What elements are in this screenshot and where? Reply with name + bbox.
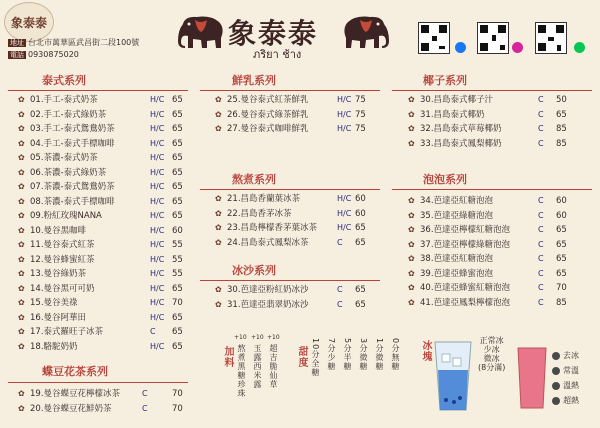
sweetness-level: 3分微糖: [359, 338, 368, 372]
menu-item-size: H/C: [150, 254, 165, 264]
flower-bullet-icon: ✿: [18, 254, 25, 264]
menu-item-size: C: [150, 327, 156, 336]
menu-item-name: 13.曼谷綠奶茶: [30, 269, 87, 279]
sweetness-level: 10分全糖: [311, 338, 320, 378]
menu-item-name: 15.曼谷美祿: [30, 298, 78, 308]
legend-warm: 溫熱: [552, 380, 579, 391]
flower-bullet-icon: ✿: [215, 109, 222, 119]
menu-item-name: 09.粉紅玫瑰NANA: [30, 211, 102, 221]
brand-title: 象泰泰: [228, 17, 319, 50]
divider: [392, 90, 592, 91]
ice-levels: [478, 336, 505, 372]
menu-item-size: C: [538, 254, 544, 263]
address: 台北市萬華區武昌街二段100號: [28, 38, 140, 47]
menu-item-size: H/C: [150, 138, 165, 148]
menu-item: [408, 267, 590, 282]
menu-item-name: 35.芭達亞綠糖泡泡: [420, 210, 494, 221]
flower-bullet-icon: ✿: [408, 225, 415, 234]
flower-bullet-icon: ✿: [18, 124, 25, 133]
menu-item-name: 38.芭達亞紅糖泡泡: [420, 254, 494, 264]
menu-item-name: 22.昌島香茅冰茶: [227, 208, 292, 219]
menu-item-name: 27.曼谷泰式咖啡鮮乳: [227, 124, 309, 134]
menu-item: [408, 281, 590, 296]
menu-item: [18, 238, 190, 253]
menu-item-price: 85: [556, 297, 567, 308]
menu-item-price: 75: [355, 124, 366, 134]
menu-item: [408, 296, 590, 311]
flower-bullet-icon: ✿: [18, 327, 25, 336]
ice-level-note: (8分滿): [478, 363, 506, 372]
menu-item-name: 14.曼谷黑可可奶: [30, 283, 95, 294]
menu-item-name: 03.手工-泰式鴛鴦奶茶: [30, 124, 115, 134]
menu-item-price: 65: [172, 95, 183, 105]
section-title-bubble: 泡泡系列: [423, 173, 467, 186]
menu-item-price: 65: [172, 167, 183, 178]
menu-item-size: H/C: [150, 109, 165, 119]
phone-tag: 電話: [10, 51, 24, 59]
menu-item-price: 65: [172, 138, 183, 149]
menu-item-name: 30.芭達亞粉紅奶冰沙: [227, 285, 309, 295]
menu-item-name: 41.芭達亞鳳梨檸檬泡泡: [420, 297, 511, 308]
menu-item-name: 39.芭達亞蜂蜜泡泡: [420, 268, 494, 279]
menu-item: [18, 209, 190, 224]
flower-bullet-icon: ✿: [18, 269, 25, 278]
menu-item-name: 31.昌島泰式椰奶: [420, 109, 485, 120]
menu-item-size: H/C: [337, 223, 352, 232]
menu-item-size: C: [337, 299, 343, 309]
dot-icon: [552, 382, 560, 390]
menu-item-size: H/C: [150, 182, 165, 191]
section-title-smoothie: 冰沙系列: [232, 264, 276, 277]
menu-item-price: 50: [556, 95, 567, 105]
menu-item-name: 26.曼谷泰式綠茶鮮乳: [227, 109, 309, 120]
menu-item: [215, 108, 377, 123]
flower-bullet-icon: ✿: [408, 138, 415, 148]
menu-item-price: 65: [172, 211, 183, 221]
menu-item-size: H/C: [150, 283, 165, 293]
section-title-coconut: 椰子系列: [423, 74, 467, 87]
menu-item: [18, 122, 190, 137]
menu-item: [18, 311, 190, 326]
menu-item-price: 60: [355, 194, 366, 204]
flower-bullet-icon: ✿: [215, 124, 222, 133]
menu-item-name: 25.曼谷泰式紅茶鮮乳: [227, 95, 309, 105]
menu-item-size: H/C: [150, 298, 165, 307]
menu-item: [18, 151, 190, 166]
menu-item-price: 65: [355, 223, 366, 233]
bubble-list: [408, 194, 590, 310]
menu-item-price: 65: [355, 285, 366, 295]
toppings-title: 加料: [222, 346, 233, 368]
menu-item-size: C: [337, 237, 343, 247]
menu-item-price: 65: [556, 254, 567, 264]
menu-item-size: H/C: [337, 95, 352, 104]
divider: [8, 382, 188, 383]
flower-bullet-icon: ✿: [18, 298, 25, 307]
divider: [200, 280, 380, 281]
menu-item-size: C: [538, 268, 544, 278]
menu-item-size: C: [538, 283, 544, 292]
menu-item-size: C: [538, 124, 544, 133]
menu-item-size: C: [538, 138, 544, 148]
menu-item-size: H/C: [150, 211, 165, 220]
menu-item-name: 20.曼谷蝶豆花鮮奶茶: [30, 403, 112, 414]
menu-item-name: 05.茶濃-泰式奶茶: [30, 153, 98, 163]
address-tag: 地址: [10, 39, 24, 47]
flower-bullet-icon: ✿: [18, 225, 25, 235]
menu-item-size: H/C: [337, 109, 352, 119]
sweetness-level: 1分微糖: [375, 338, 384, 372]
flower-bullet-icon: ✿: [18, 138, 25, 148]
menu-item-name: 21.昌島香蘭葉冰茶: [227, 194, 301, 204]
menu-item: [215, 122, 377, 137]
flower-bullet-icon: ✿: [408, 239, 415, 249]
menu-item: [408, 209, 590, 224]
menu-item-name: 32.昌島泰式草莓椰奶: [420, 124, 502, 134]
divider: [200, 90, 380, 91]
menu-item-size: C: [538, 109, 544, 119]
flower-bullet-icon: ✿: [18, 240, 25, 249]
divider: [200, 189, 380, 190]
menu-item: [18, 267, 190, 282]
menu-item-price: 65: [172, 153, 183, 163]
menu-item-name: 17.泰式羅旺子冰茶: [30, 327, 104, 337]
menu-item-name: 19.曼谷蝶豆花檸檬冰茶: [30, 389, 121, 399]
menu-item-name: 23.昌島檸檬香茅葉冰茶: [227, 223, 318, 233]
menu-item-size: H/C: [150, 95, 165, 104]
menu-item-name: 01.手工-泰式奶茶: [30, 95, 98, 105]
menu-item: [215, 192, 377, 207]
thai-list: [18, 93, 190, 354]
menu-item-name: 11.曼谷泰式紅茶: [30, 240, 95, 250]
ice-title: 冰塊: [420, 340, 431, 362]
menu-item-size: H/C: [150, 153, 165, 162]
section-title-thai: 泰式系列: [42, 74, 86, 87]
menu-item-price: 55: [172, 269, 183, 279]
menu-item-name: 06.茶濃-泰式綠奶茶: [30, 167, 107, 178]
butterfly-list: [18, 387, 190, 416]
menu-item: [408, 137, 590, 152]
menu-item: [215, 221, 377, 236]
topping-price-3: +10: [267, 334, 280, 341]
menu-item-price: 65: [556, 225, 567, 235]
coconut-list: [408, 93, 590, 151]
legend-room-temp: 常溫: [552, 365, 579, 376]
menu-item-price: 65: [556, 268, 567, 279]
menu-item-size: H/C: [150, 341, 165, 351]
flower-bullet-icon: ✿: [408, 210, 415, 220]
menu-item-name: 08.茶濃-泰式手標咖啡: [30, 196, 115, 207]
elephant-right-icon: [338, 12, 392, 52]
menu-item-name: 07.茶濃-泰式鴛鴦奶茶: [30, 182, 115, 192]
menu-item-price: 65: [556, 239, 567, 250]
menu-item-price: 65: [355, 299, 366, 310]
menu-item-price: 85: [556, 124, 567, 134]
divider: [392, 189, 592, 190]
menu-item: [215, 283, 377, 298]
menu-item-size: H/C: [150, 196, 165, 206]
menu-item: [18, 108, 190, 123]
menu-item-price: 65: [556, 109, 567, 120]
qr-code-3[interactable]: [535, 22, 567, 54]
menu-item-price: 55: [172, 240, 183, 250]
flower-bullet-icon: ✿: [215, 285, 222, 294]
flower-bullet-icon: ✿: [408, 109, 415, 119]
menu-item-name: 40.芭達亞蜂蜜紅糖泡泡: [420, 283, 511, 293]
smoothie-list: [215, 283, 377, 312]
menu-item-price: 75: [355, 95, 366, 105]
menu-item-size: C: [337, 285, 343, 294]
flower-bullet-icon: ✿: [18, 389, 25, 398]
flower-bullet-icon: ✿: [215, 237, 222, 247]
menu-item-size: C: [538, 196, 544, 205]
menu-item-size: C: [142, 403, 148, 413]
menu-item-size: C: [538, 239, 544, 249]
menu-item-price: 75: [355, 109, 366, 120]
menu-item: [18, 195, 190, 210]
topping-price-1: +10: [234, 334, 247, 341]
dot-icon: [552, 397, 560, 405]
menu-item-name: 31.芭達亞翡翠奶冰沙: [227, 299, 309, 310]
menu-item-price: 70: [172, 298, 183, 308]
sweetness-level: 0分無糖: [391, 338, 400, 372]
hot-drink-cup-icon: [516, 346, 548, 410]
temperature-legend: [552, 350, 579, 406]
menu-item-size: C: [538, 210, 544, 220]
menu-item-size: H/C: [150, 240, 165, 249]
legend-hot: 超熱: [552, 395, 579, 406]
menu-item: [18, 282, 190, 297]
menu-item-name: 16.曼谷阿華田: [30, 312, 87, 323]
sweetness-title: 甜度: [296, 346, 307, 368]
menu-item-name: 34.芭達亞紅糖泡泡: [420, 196, 494, 206]
menu-item: [18, 325, 190, 340]
menu-item-size: H/C: [150, 167, 165, 177]
menu-item: [215, 298, 377, 313]
iced-drink-cup-icon: [432, 340, 474, 412]
dot-icon: [552, 367, 560, 375]
menu-item: [215, 207, 377, 222]
dot-icon: [552, 352, 560, 360]
flower-bullet-icon: ✿: [18, 211, 25, 220]
menu-item-price: 70: [556, 283, 567, 293]
ice-level-normal: 正常冰: [479, 336, 504, 345]
menu-item-price: 70: [172, 403, 183, 414]
menu-item-price: 65: [172, 124, 183, 134]
flower-bullet-icon: ✿: [18, 341, 25, 351]
flower-bullet-icon: ✿: [18, 95, 25, 104]
flower-bullet-icon: ✿: [408, 95, 415, 104]
menu-item-name: 37.芭達亞檸檬綠糖泡泡: [420, 239, 511, 250]
boiled-tea-list: [215, 192, 377, 250]
menu-item: [215, 236, 377, 251]
brand-thai: ภริยา ช้าง: [253, 48, 302, 61]
flower-bullet-icon: ✿: [18, 283, 25, 293]
menu-item: [18, 387, 190, 402]
menu-item-size: H/C: [337, 124, 352, 133]
flower-bullet-icon: ✿: [408, 297, 415, 307]
menu-item: [408, 223, 590, 238]
menu-item-name: 10.曼谷黑咖啡: [30, 225, 87, 236]
menu-item-size: C: [538, 95, 544, 104]
sweetness-level: 7分少糖: [327, 338, 336, 372]
flower-bullet-icon: ✿: [215, 208, 222, 218]
menu-item: [215, 93, 377, 108]
menu-item-name: 30.昌島泰式椰子汁: [420, 95, 494, 105]
qr-code-2[interactable]: [477, 22, 509, 54]
qr-code-1[interactable]: [418, 22, 450, 54]
ice-level-light: 微冰: [483, 354, 500, 363]
menu-item-price: 60: [355, 208, 366, 219]
phone: 0930875020: [28, 50, 79, 59]
menu-item-price: 65: [172, 341, 183, 352]
sweetness-level: 5分半糖: [343, 338, 352, 372]
menu-item: [18, 296, 190, 311]
menu-item-size: C: [142, 389, 148, 398]
menu-item-price: 65: [172, 312, 183, 323]
brand-badge: 象泰泰: [4, 2, 54, 42]
flower-bullet-icon: ✿: [215, 95, 222, 104]
menu-item-price: 65: [172, 182, 183, 192]
menu-item: [408, 122, 590, 137]
flower-bullet-icon: ✿: [18, 109, 25, 119]
section-title-boiled: 熬煮系列: [232, 173, 276, 186]
flower-bullet-icon: ✿: [408, 124, 415, 133]
menu-item: [408, 108, 590, 123]
flower-bullet-icon: ✿: [408, 283, 415, 292]
topping-item-2: 玉露西米露: [253, 344, 262, 389]
menu-item-price: 65: [172, 283, 183, 294]
menu-item-size: H/C: [337, 194, 352, 203]
menu-item-name: 33.昌島泰式鳳梨椰奶: [420, 138, 502, 149]
menu-item-price: 60: [172, 225, 183, 236]
flower-bullet-icon: ✿: [18, 153, 25, 162]
topping-item-1: 熬煮黑糖珍珠: [237, 344, 246, 398]
flower-bullet-icon: ✿: [18, 182, 25, 191]
menu-item-price: 60: [556, 196, 567, 206]
menu-item: [18, 224, 190, 239]
flower-bullet-icon: ✿: [18, 312, 25, 322]
menu-item: [18, 340, 190, 355]
menu-item-size: H/C: [150, 225, 165, 235]
menu-item: [408, 194, 590, 209]
instagram-icon[interactable]: [512, 42, 523, 53]
facebook-icon[interactable]: [455, 42, 466, 53]
menu-item-price: 65: [172, 327, 183, 337]
menu-item-size: H/C: [150, 269, 165, 278]
menu-item: [408, 93, 590, 108]
menu-item-size: C: [538, 297, 544, 307]
flower-bullet-icon: ✿: [18, 167, 25, 177]
menu-item-size: H/C: [150, 124, 165, 133]
ice-level-less: 少冰: [483, 345, 500, 354]
menu-item: [18, 137, 190, 152]
line-icon[interactable]: [574, 42, 585, 53]
menu-item-price: 55: [172, 254, 183, 265]
elephant-left-icon: [175, 12, 229, 52]
menu-item-name: 12.曼谷蜂蜜紅茶: [30, 254, 95, 265]
flower-bullet-icon: ✿: [215, 194, 222, 203]
menu-item-price: 65: [172, 109, 183, 120]
menu-item-price: 70: [172, 389, 183, 399]
menu-item-name: 18.駱駝奶奶: [30, 341, 78, 352]
menu-item: [408, 252, 590, 267]
flower-bullet-icon: ✿: [215, 299, 222, 309]
menu-item: [18, 402, 190, 417]
menu-item-name: 02.手工-泰式綠奶茶: [30, 109, 107, 120]
menu-item-size: C: [538, 225, 544, 234]
flower-bullet-icon: ✿: [215, 223, 222, 232]
menu-item: [18, 166, 190, 181]
flower-bullet-icon: ✿: [408, 254, 415, 263]
menu-item-name: 04.手工-泰式手標咖啡: [30, 138, 115, 149]
menu-item-name: 24.昌島泰式鳳梨冰茶: [227, 237, 309, 248]
menu-item-name: 36.芭達亞檸檬紅糖泡泡: [420, 225, 511, 235]
flower-bullet-icon: ✿: [18, 403, 25, 413]
menu-item-price: 60: [556, 210, 567, 221]
flower-bullet-icon: ✿: [408, 268, 415, 278]
menu-item-price: 85: [556, 138, 567, 149]
menu-item: [18, 253, 190, 268]
flower-bullet-icon: ✿: [18, 196, 25, 206]
flower-bullet-icon: ✿: [408, 196, 415, 205]
divider: [8, 90, 188, 91]
section-title-fresh-milk: 鮮乳系列: [232, 74, 276, 87]
menu-item-size: H/C: [150, 312, 165, 322]
menu-item: [408, 238, 590, 253]
legend-no-ice: 去冰: [552, 350, 579, 361]
menu-item: [18, 93, 190, 108]
section-title-butterfly: 蝶豆花茶系列: [42, 365, 108, 378]
menu-item-size: H/C: [337, 208, 352, 218]
store-info: [8, 37, 139, 61]
menu-item-price: 65: [355, 237, 366, 248]
fresh-milk-list: [215, 93, 377, 137]
topping-item-3: 超吉脆仙草: [269, 344, 278, 389]
menu-item-price: 65: [172, 196, 183, 207]
topping-price-2: +10: [251, 334, 264, 341]
menu-item: [18, 180, 190, 195]
